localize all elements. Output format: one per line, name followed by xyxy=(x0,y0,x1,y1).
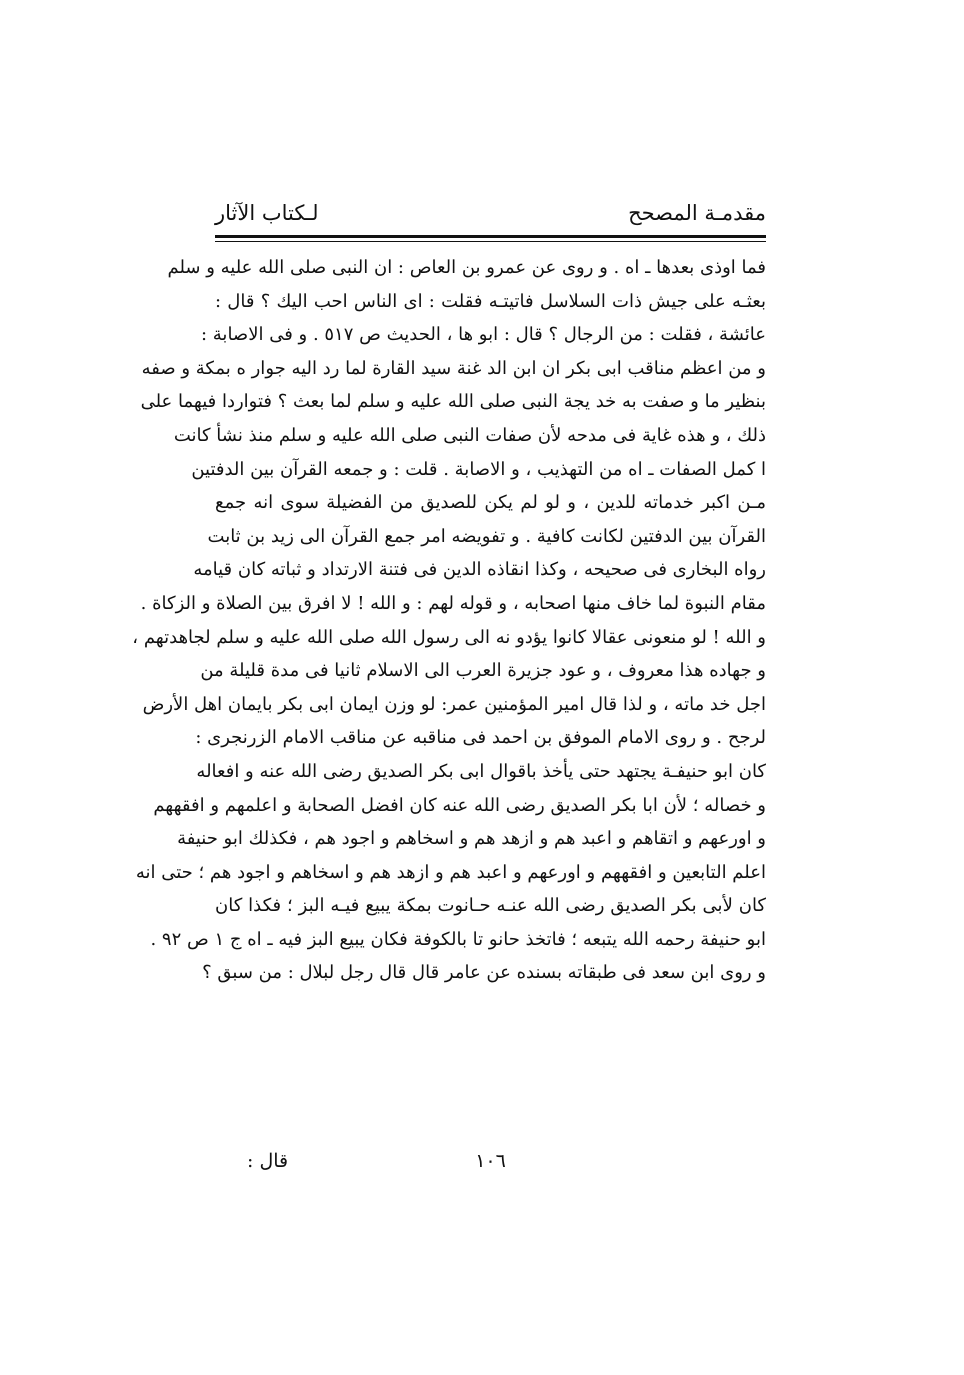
text-line: اعلم التابعين و افقههم و اورعهم و اعبد هم و ازهد هم و اسخاهم و اجود هم ؛ حتى انه xyxy=(135,861,766,883)
text-line: بعثـه على جيش ذات السلاسل فاتيتـه فقلت : اى الناس احب اليك ؟ قال : xyxy=(215,290,766,312)
text-line: ذلك ، و هذه غاية فى مدحه لأن صفات النبى صلى الله عليه و سلم منذ نشأ كانت xyxy=(173,424,766,446)
text-line: كان لأبى بكر الصديق رضى الله عنـه حـانوت بمكة يبيع فيـه البز ؛ فكذا كان xyxy=(215,895,766,917)
header-rule-thin xyxy=(215,241,766,242)
text-line: ابو حنيفة رحمه الله يتبعه ؛ فاتخذ حانو تا بالكوفة فكان يبيع البز فيه ـ اه ج ١ ص ٩٢ . xyxy=(150,928,766,950)
header-rule-thick xyxy=(215,235,766,238)
text-line: مـن اكبر خدماته للدين ، و لو لم يكن للصديق من الفضيلة سوى انه جمع xyxy=(215,492,766,514)
text-line: و الله ! لو منعونى عقالا كانوا يؤدو نه الى رسول الله صلى الله عليه و سلم لجاهدتهم ، xyxy=(132,626,766,648)
text-line: عائشة ، فقلت : من الرجال ؟ قال : ابو ها ، الحديث ص ٥١٧ . و فى الاصابة : xyxy=(201,324,766,346)
text-line: فما اوذى بعدها ـ اه . و روى عن عمرو بن العاص : ان النبى صلى الله عليه و سلم xyxy=(167,257,766,278)
body-text xyxy=(132,251,766,990)
page-number: ١٠٦ xyxy=(475,1150,506,1172)
text-line: و روى ابن سعد فى طبقاته بسنده عن عامر قال قال رجل لبلال : من سبق ؟ xyxy=(202,962,766,984)
header-book-title: لـكتاب الآثار xyxy=(215,201,319,225)
text-line: بنظير ما و صفت به خد يجة النبى صلى الله عليه و سلم لما بعث ؟ فتواردا فيهما على xyxy=(140,391,766,413)
header-section-title: مقدمـة المصحح xyxy=(628,201,766,225)
text-line: القرآن بين الدفتين لكانت كافية . و تفويضه امر جمع القرآن الى زيد بن ثابت xyxy=(207,525,766,547)
running-header xyxy=(215,196,766,230)
text-line: و اورعهم و اتقاهم و اعبد هم و ازهد هم و اسخاهم و اجود هم ، فكذلك ابو حنيفة xyxy=(177,828,766,850)
text-line: كان ابو حنيفـة يجتهد حتى يأخذ باقوال ابى بكر الصديق رضى الله عنه و افعاله xyxy=(196,760,766,782)
text-line: مقام النبوة لما خاف منها اصحابه ، و قوله لهم : و الله ! لا افرق بين الصلاة و الزكاة . xyxy=(140,592,766,614)
page-footer xyxy=(215,1148,766,1180)
catchword: قال : xyxy=(247,1150,289,1172)
text-line: و خصاله ؛ لأن ابا بكر الصديق رضى الله عنه كان افضل الصحابة و اعلمهم و افقههم xyxy=(153,794,766,816)
text-line: رواه البخارى فى صحيحه ، وكذا انقاذه الدين فى فتنة الارتداد و ثباته كان قيامه xyxy=(193,559,766,581)
text-line: لرجح . و روى الامام الموفق بن احمد فى مناقبه عن مناقب الامام الزرنجرى : xyxy=(195,727,766,749)
text-line: و جهاده هذا معروف ، و عود جزيرة العرب الى الاسلام ثانيا فى مدة قليلة من xyxy=(200,660,766,682)
text-line: ا كمل الصفات ـ اه من التهذيب ، و الاصابة . قلت : و جمعه القرآن بين الدفتين xyxy=(191,458,766,480)
text-line: و من اعظم مناقب ابى بكر ان ابن الد غنة سيد القارة لما رد اليه جوار ه بمكة و صفه xyxy=(141,357,766,379)
text-line: اجل خد ماته ، و لذا قال امير المؤمنين عمر: لو وزن ايمان ابى بكر بايمان اهل الأرض xyxy=(142,693,766,715)
